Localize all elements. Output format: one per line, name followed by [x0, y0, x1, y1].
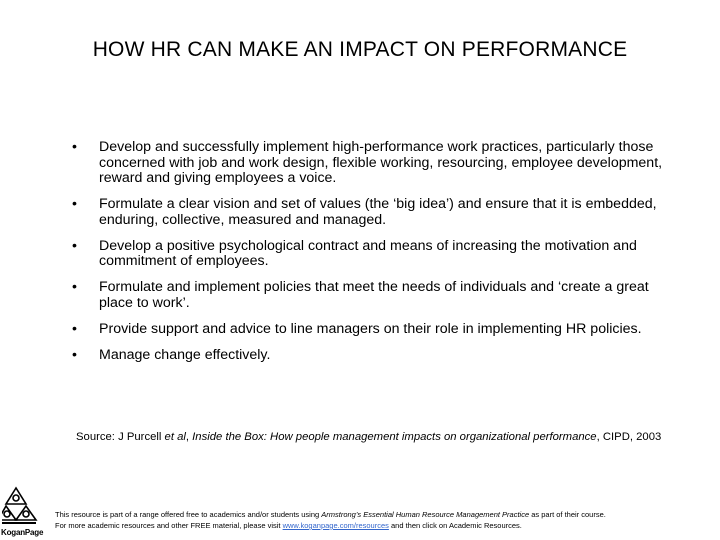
bullet-item	[72, 197, 672, 228]
source-citation	[76, 430, 676, 445]
footer-line1-suffix: as part of their course.	[529, 510, 606, 519]
footer-book-title: Armstrong’s Essential Human Resource Management Practice	[321, 510, 530, 519]
bullet-item	[72, 322, 672, 338]
slide-title: HOW HR CAN MAKE AN IMPACT ON PERFORMANCE	[92, 38, 628, 61]
footer-line2-suffix: and then click on Academic Resources.	[388, 521, 522, 530]
bullet-item	[72, 140, 672, 187]
source-suffix: , CIPD, 2003	[596, 431, 662, 443]
source-et-al: et al	[164, 431, 186, 443]
bullet-text: Provide support and advice to line managers on their role in implementing HR policies.	[99, 320, 642, 337]
logo-wordmark: KoganPage	[1, 528, 44, 537]
bullet-text: Manage change effectively.	[99, 346, 271, 363]
bullet-marker: •	[72, 139, 77, 155]
source-separator: ,	[185, 431, 193, 443]
footer-line2-prefix: For more academic resources and other FREE material, please visit	[55, 521, 283, 530]
footer-line-1	[55, 509, 720, 520]
bullet-marker: •	[72, 346, 77, 363]
source-book-title: Inside the Box: How people management impacts on organizational performance	[192, 431, 597, 443]
bullet-text: Develop and successfully implement high-performance work practices, particularly those concerned with job and work design, flexible working, resourcing, employee development, reward and giving employees a voice.	[99, 139, 663, 186]
bullet-text: Formulate and implement policies that meet the needs of individuals and ‘create a great place to work’.	[99, 279, 649, 311]
bullet-item	[72, 348, 672, 364]
bullet-marker: •	[72, 279, 77, 295]
bullet-list	[72, 140, 672, 374]
bullet-marker: •	[72, 320, 77, 337]
bullet-marker: •	[72, 196, 77, 212]
bullet-item	[72, 239, 672, 270]
bullet-item	[72, 280, 672, 311]
bullet-marker: •	[72, 237, 77, 254]
source-prefix: Source: J Purcell	[76, 431, 165, 443]
footer-line1-prefix: This resource is part of a range offered free to academics and/or students using	[55, 510, 322, 519]
footer-line-2	[55, 520, 720, 531]
bullet-text: Formulate a clear vision and set of values (the ‘big idea’) and ensure that it is embedded, enduring, collective, measured and managed.	[99, 196, 657, 228]
bullet-text: Develop a positive psychological contract and means of increasing the motivation and commitment of employees.	[99, 237, 637, 269]
resources-link[interactable]: www.koganpage.com/resources	[282, 521, 389, 530]
footer-note	[55, 509, 720, 531]
